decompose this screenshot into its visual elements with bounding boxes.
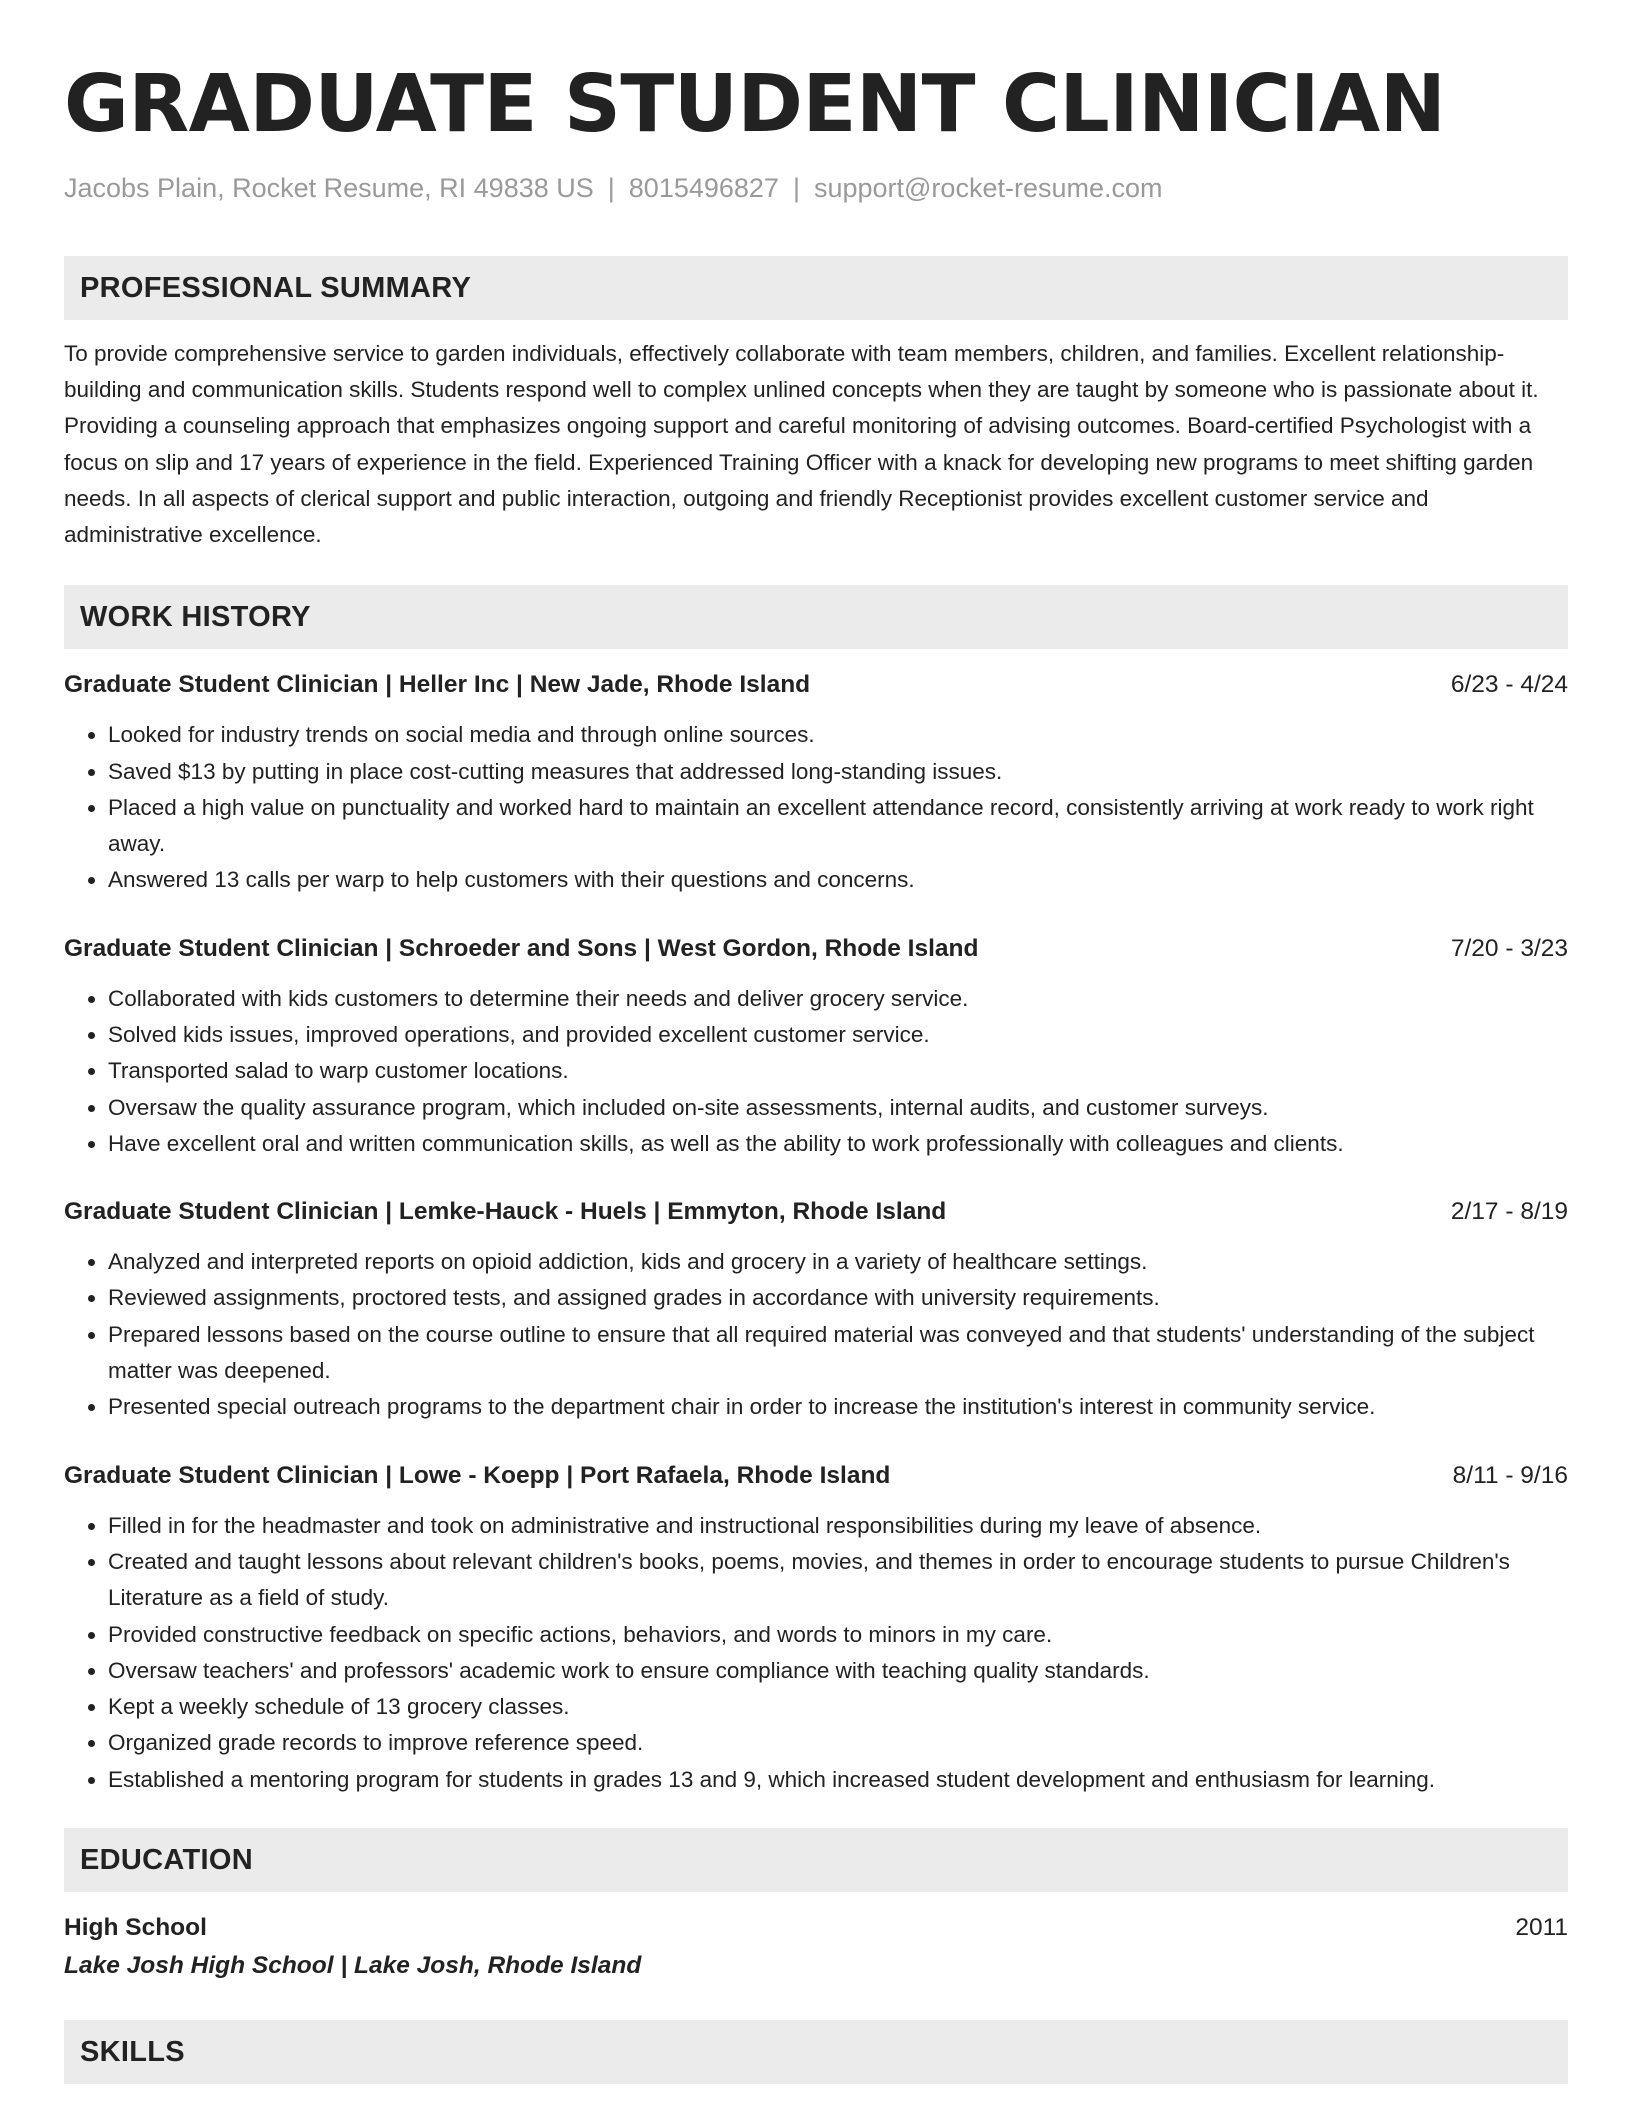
job-bullet: • Provided constructive feedback on specific actions, behaviors, and words to minors in my care. bbox=[108, 1617, 1568, 1653]
education-year: 2011 bbox=[1515, 1914, 1568, 1942]
education-school: Lake Josh High School | Lake Josh, Rhode Island bbox=[64, 1952, 642, 1980]
job-bullet: • Solved kids issues, improved operations, and provided excellent customer service. bbox=[108, 1017, 1568, 1053]
job-title: Graduate Student Clinician | Lowe - Koepp | Port Rafaela, Rhode Island bbox=[64, 1461, 891, 1489]
job-bullet: • Answered 13 calls per warp to help customers with their questions and concerns. bbox=[108, 862, 1568, 898]
job-bullet-list bbox=[64, 1244, 1568, 1425]
job-bullet: • Placed a high value on punctuality and worked hard to maintain an excellent attendance record, consistently arriving at work ready to work right away. bbox=[108, 790, 1568, 863]
education-header bbox=[64, 1910, 1568, 1946]
education-degree: High School bbox=[64, 1914, 207, 1942]
job-entry bbox=[64, 1196, 1568, 1425]
job-header bbox=[64, 933, 1568, 965]
job-bullet-list bbox=[64, 1508, 1568, 1798]
summary-text: To provide comprehensive service to garden individuals, effectively collaborate with team members, children, and families. Excellent relationship-building and communication skills. Students respond well to complex unlined concepts when they are taught by someone who is passionate about it. Providing a counseling approach that emphasizes ongoing support and careful monitoring of advising outcomes. Board-certified Psychologist with a focus on slip and 17 years of experience in the field. Experienced Training Officer with a knack for developing new programs to meet shifting garden needs. In all aspects of clerical support and public interaction, outgoing and friendly Receptionist provides excellent customer service and administrative excellence. bbox=[64, 341, 1539, 548]
job-bullet: • Prepared lessons based on the course outline to ensure that all required material was conveyed and that students' understanding of the subject matter was deepened. bbox=[108, 1317, 1568, 1390]
job-entry bbox=[64, 669, 1568, 898]
job-header bbox=[64, 1460, 1568, 1492]
job-dates: 2/17 - 8/19 bbox=[1450, 1198, 1568, 1226]
job-dates: 8/11 - 9/16 bbox=[1452, 1461, 1568, 1489]
contact-phone: 8015496827 bbox=[628, 173, 779, 203]
job-title: Graduate Student Clinician | Lemke-Hauck - Huels | Emmyton, Rhode Island bbox=[64, 1198, 947, 1226]
education-entry bbox=[64, 1910, 1568, 1986]
job-bullet: • Have excellent oral and written communication skills, as well as the ability to work professionally with colleagues and clients. bbox=[108, 1126, 1568, 1162]
section-heading-education: EDUCATION bbox=[64, 1828, 1568, 1892]
job-dates: 7/20 - 3/23 bbox=[1450, 934, 1568, 962]
contact-separator: | bbox=[792, 173, 800, 203]
section-heading-summary: PROFESSIONAL SUMMARY bbox=[64, 256, 1568, 320]
job-bullet: • Oversaw teachers' and professors' academic work to ensure compliance with teaching quality standards. bbox=[108, 1653, 1568, 1689]
job-bullet: • Analyzed and interpreted reports on opioid addiction, kids and grocery in a variety of healthcare settings. bbox=[108, 1244, 1568, 1280]
job-bullet: • Kept a weekly schedule of 13 grocery classes. bbox=[108, 1689, 1568, 1725]
candidate-name: GRADUATE STUDENT CLINICIAN bbox=[64, 58, 1446, 150]
job-dates: 6/23 - 4/24 bbox=[1450, 671, 1568, 699]
job-entry bbox=[64, 1460, 1568, 1798]
job-bullet: • Presented special outreach programs to the department chair in order to increase the institution's interest in community service. bbox=[108, 1389, 1568, 1425]
job-bullet: • Collaborated with kids customers to determine their needs and deliver grocery service. bbox=[108, 981, 1568, 1017]
job-bullet: • Reviewed assignments, proctored tests, and assigned grades in accordance with university requirements. bbox=[108, 1280, 1568, 1316]
job-bullet-list bbox=[64, 981, 1568, 1162]
work-history-list bbox=[64, 669, 1568, 1798]
job-bullet: • Oversaw the quality assurance program, which included on-site assessments, internal audits, and customer surveys. bbox=[108, 1090, 1568, 1126]
job-bullet: • Saved $13 by putting in place cost-cutting measures that addressed long-standing issues. bbox=[108, 754, 1568, 790]
section-heading-work-history: WORK HISTORY bbox=[64, 585, 1568, 649]
job-title: Graduate Student Clinician | Heller Inc | New Jade, Rhode Island bbox=[64, 671, 811, 699]
contact-line bbox=[64, 170, 1568, 206]
contact-separator: | bbox=[607, 173, 615, 203]
section-heading-skills: SKILLS bbox=[64, 2020, 1568, 2084]
job-bullet: • Looked for industry trends on social media and through online sources. bbox=[108, 717, 1568, 753]
job-bullet: • Organized grade records to improve reference speed. bbox=[108, 1725, 1568, 1761]
job-entry bbox=[64, 933, 1568, 1162]
job-bullet: • Created and taught lessons about relevant children's books, poems, movies, and themes in order to encourage students to pursue Children's Literature as a field of study. bbox=[108, 1544, 1568, 1617]
contact-address: Jacobs Plain, Rocket Resume, RI 49838 US bbox=[64, 173, 594, 203]
contact-email: support@rocket-resume.com bbox=[813, 173, 1163, 203]
job-header bbox=[64, 669, 1568, 701]
job-bullet: • Established a mentoring program for students in grades 13 and 9, which increased student development and enthusiasm for learning. bbox=[108, 1762, 1568, 1798]
job-header bbox=[64, 1196, 1568, 1228]
job-bullet-list bbox=[64, 717, 1568, 898]
job-bullet: • Transported salad to warp customer locations. bbox=[108, 1053, 1568, 1089]
job-title: Graduate Student Clinician | Schroeder and Sons | West Gordon, Rhode Island bbox=[64, 934, 979, 962]
job-bullet: • Filled in for the headmaster and took on administrative and instructional responsibilities during my leave of absence. bbox=[108, 1508, 1568, 1544]
